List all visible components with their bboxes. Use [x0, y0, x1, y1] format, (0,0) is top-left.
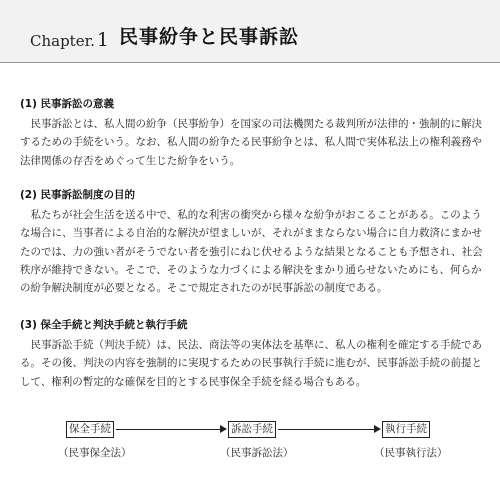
- chapter-header: [0, 0, 500, 63]
- flow-arrow-icon: [374, 425, 381, 433]
- flow-step-execution: 執行手続: [382, 421, 430, 438]
- section-body: 民事訴訟とは、私人間の紛争（民事紛争）を国家の司法機関たる裁判所が法律的・強制的に解決するための手続をいう。なお、私人間の紛争たる民事紛争とは、私人間で実体私法上の権利義務や法律関係の存否をめぐって生じた紛争をいう。: [20, 118, 482, 167]
- section-significance: [20, 97, 486, 170]
- section-heading: (3) 保全手続と判決手続と執行手続: [20, 319, 188, 331]
- flow-arrow-line: [278, 429, 374, 430]
- flow-step-law: （民事訴訟法）: [220, 447, 294, 459]
- flow-step-preservation: 保全手続: [66, 421, 114, 438]
- chapter-label-text: Chapter.: [30, 32, 95, 50]
- section-body: 民事訴訟手続（判決手続）は、民法、商法等の実体法を基準に、私人の権利を確定する手続である。その後、判決の内容を強制的に実現するための民事執行手続に進むが、民事訴訟手続の前提として、権利の暫定的な確保を目的とする民事保全手続を経る場合もある。: [20, 339, 482, 388]
- section-procedures: [20, 318, 486, 391]
- section-heading: (2) 民事訴訟制度の目的: [20, 189, 136, 201]
- flow-step-litigation: 訴訟手続: [228, 421, 276, 438]
- flow-step-law: （民事保全法）: [58, 447, 132, 459]
- procedure-flow-diagram: [40, 421, 480, 461]
- section-heading: (1) 民事訴訟の意義: [20, 98, 115, 110]
- chapter-number: 1: [96, 29, 109, 51]
- flow-arrow-line: [116, 429, 220, 430]
- chapter-title: 民事紛争と民事訴訟: [119, 26, 300, 48]
- section-purpose: [20, 188, 486, 297]
- flow-step-law: （民事執行法）: [374, 447, 448, 459]
- flow-arrow-icon: [220, 425, 227, 433]
- chapter-label: [30, 29, 109, 51]
- section-body: 私たちが社会生活を送る中で、私的な利害の衝突から様々な紛争がおこることがある。このような場合に、当事者による自治的な解決が望ましいが、それがままならない場合に自力救済にまかせたのでは、力の強い者がそうでない者を強引にねじ伏せるような結果となることも予想され、社会秩序が維持できない。そこで、そのような力づくによる解決をまかり通らせないためにも、何らかの紛争解決制度が必要となる。そこで規定されたのが民事訴訟の制度である。: [20, 209, 483, 295]
